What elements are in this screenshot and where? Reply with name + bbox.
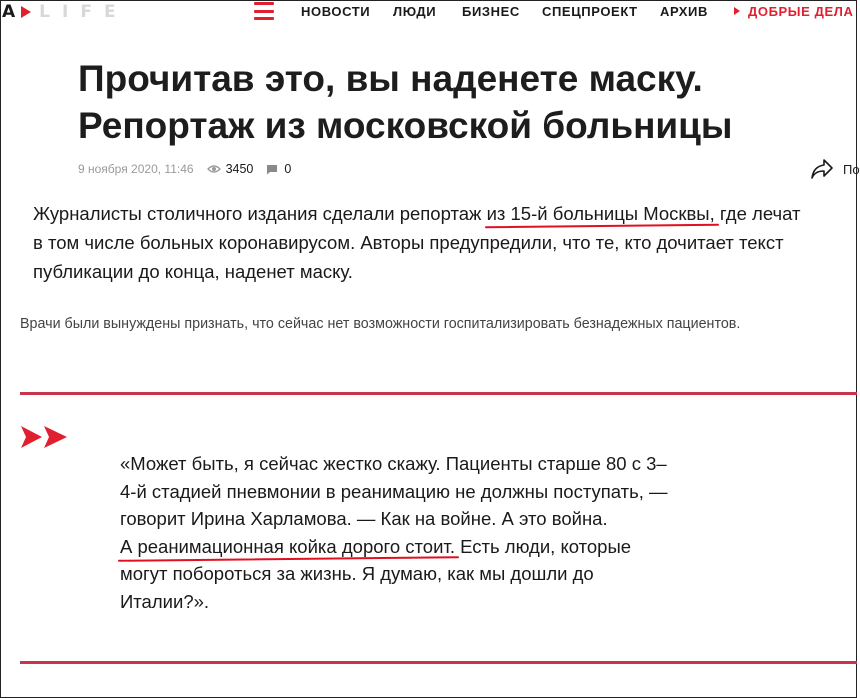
quote-text-start: «Может быть, я сейчас жестко скажу. Пациенты старше 80 с 3–4-й стадией пневмонии в реанимацию не должны поступать, — говорит Ирина Харламова. — Как на войне. А это война. [120, 453, 668, 529]
site-header [0, 0, 857, 24]
comment-icon[interactable] [266, 164, 278, 175]
hamburger-menu-icon[interactable] [254, 2, 274, 20]
nav-item-archive[interactable]: АРХИВ [660, 4, 708, 19]
logo-word: LIFE [39, 2, 128, 22]
article-meta [78, 161, 291, 177]
double-chevron-quote-icon [21, 425, 69, 449]
views-count: 3450 [225, 162, 254, 176]
quote-highlight: А реанимационная койка дорого стоит. [120, 535, 455, 557]
lead-text-start: Журналисты столичного издания сделали репортаж [33, 203, 487, 224]
article-date: 9 ноября 2020, 11:46 [78, 162, 194, 176]
nav-item-people[interactable]: ЛЮДИ [393, 4, 437, 19]
good-deeds-triangle-icon [734, 7, 740, 15]
lead-highlight: из 15-й больницы Москвы, [486, 203, 715, 224]
nav-item-special-project[interactable]: СПЕЦПРОЕКТ [542, 4, 638, 19]
article-title: Прочитав это, вы наденете маску. Репортаж из московской больницы [78, 58, 733, 146]
share-arrow-icon [810, 158, 834, 180]
comments-count: 0 [284, 162, 292, 176]
article-note: Врачи были вынуждены признать, что сейчас нет возможности госпитализировать безнадежных пациентов. [20, 316, 741, 332]
share-label: По [843, 161, 860, 177]
nav-item-good-deeds[interactable] [734, 4, 853, 20]
logo-letter: A [2, 2, 16, 22]
quote-bottom-divider [20, 661, 857, 664]
share-button[interactable] [810, 157, 860, 181]
article-lead [33, 199, 803, 286]
eye-icon [207, 164, 221, 174]
lead-text-end: где лечат в том числе больных коронавирусом. Авторы предупредили, что те, кто дочитает текст публикации до конца, наденет маску. [33, 203, 801, 282]
nav-item-good-deeds-label: ДОБРЫЕ ДЕЛА [748, 4, 854, 19]
site-logo[interactable] [2, 2, 128, 22]
logo-triangle-icon [21, 6, 31, 18]
quote-top-divider [20, 392, 857, 395]
nav-item-news[interactable]: НОВОСТИ [301, 4, 371, 19]
quote-text-end: Есть люди, которые могут побороться за жизнь. Я думаю, как мы дошли до Италии?». [120, 535, 632, 612]
pull-quote [120, 450, 680, 615]
nav-item-business[interactable]: БИЗНЕС [462, 4, 520, 19]
